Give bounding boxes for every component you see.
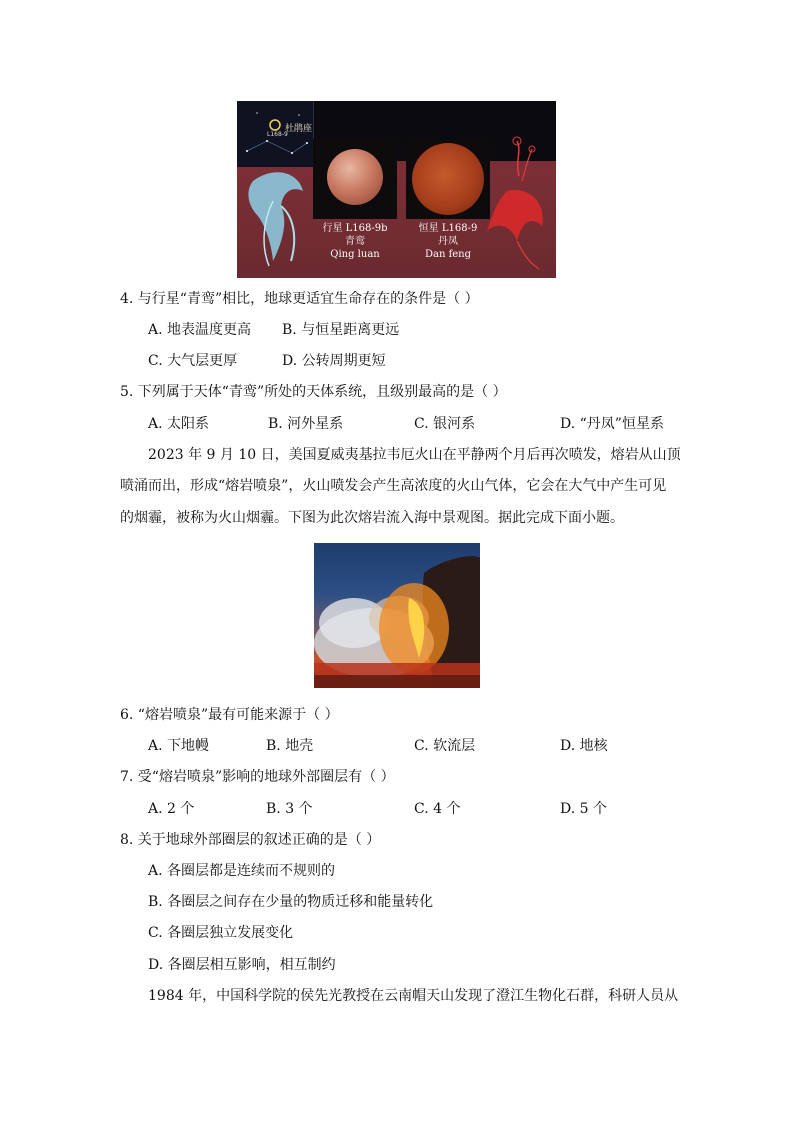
question-5-stem: 5. 下列属于天体“青鸾”所处的天体系统，且级别最高的是（ ） <box>120 384 507 400</box>
question-8-option-d: D. 各圈层相互影响，相互制约 <box>148 957 336 973</box>
constellation-label: 杜鹃座 <box>285 124 313 134</box>
question-5-option-a: A. 太阳系 <box>148 416 210 432</box>
question-8-option-a: A. 各圈层都是连续而不规则的 <box>148 863 336 879</box>
question-6-option-d: D. 地核 <box>560 738 608 754</box>
star-danfeng-image <box>412 143 484 215</box>
question-6-stem: 6. “熔岩喷泉”最有可能来源于（ ） <box>120 707 339 723</box>
question-5-option-c: C. 银河系 <box>414 416 476 432</box>
planet-qingluan-image <box>327 149 383 205</box>
question-8-option-c: C. 各圈层独立发展变化 <box>148 925 294 941</box>
question-4-option-d: D. 公转周期更短 <box>282 353 386 369</box>
question-7-stem: 7. 受“熔岩喷泉”影响的地球外部圈层有（ ） <box>120 769 395 785</box>
star-tag: L168-9 <box>267 131 288 138</box>
question-7-option-b: B. 3 个 <box>266 801 313 817</box>
question-6-option-c: C. 软流层 <box>414 738 476 754</box>
question-6-option-b: B. 地壳 <box>266 738 314 754</box>
question-4-option-a: A. 地表温度更高 <box>148 322 252 338</box>
passage-1-line-2: 喷涌而出，形成“熔岩喷泉”，火山喷发会产生高浓度的火山气体，它会在大气中产生可见 <box>120 478 667 494</box>
lava-into-sea-photo <box>314 543 480 688</box>
question-8-option-b: B. 各圈层之间存在少量的物质迁移和能量转化 <box>148 894 434 910</box>
question-5-option-b: B. 河外星系 <box>268 416 344 432</box>
constellation-map <box>237 101 314 167</box>
passage-1-line-3: 的烟霾，被称为火山烟霾。下图为此次熔岩流入海中景观图。据此完成下面小题。 <box>120 510 624 526</box>
planet-caption: 行星 L168-9b 青鸾 Qing luan <box>322 223 388 260</box>
question-4-option-c: C. 大气层更厚 <box>148 353 238 369</box>
passage-2-line-1: 1984 年，中国科学院的侯先光教授在云南帽天山发现了澄江生物化石群，科研人员从 <box>148 988 679 1004</box>
question-5-option-d: D. “丹凤”恒星系 <box>560 416 664 432</box>
star-caption: 恒星 L168-9 丹凤 Dan feng <box>418 223 478 260</box>
question-7-option-d: D. 5 个 <box>560 801 607 817</box>
question-4-stem: 4. 与行星“青鸾”相比，地球更适宜生命存在的条件是（ ） <box>120 291 479 307</box>
question-4-option-b: B. 与恒星距离更远 <box>282 322 400 338</box>
question-7-option-a: A. 2 个 <box>148 801 195 817</box>
passage-1-line-1: 2023 年 9 月 10 日，美国夏威夷基拉韦厄火山在平静两个月后再次喷发，熔岩从山顶 <box>148 447 681 463</box>
question-8-stem: 8. 关于地球外部圈层的叙述正确的是（ ） <box>120 832 381 848</box>
planet-star-figure <box>237 101 556 278</box>
blue-phoenix-illustration <box>243 161 313 271</box>
star-image-frame <box>406 139 490 219</box>
question-7-option-c: C. 4 个 <box>414 801 461 817</box>
planet-image-frame <box>313 139 397 219</box>
question-6-option-a: A. 下地幔 <box>148 738 210 754</box>
